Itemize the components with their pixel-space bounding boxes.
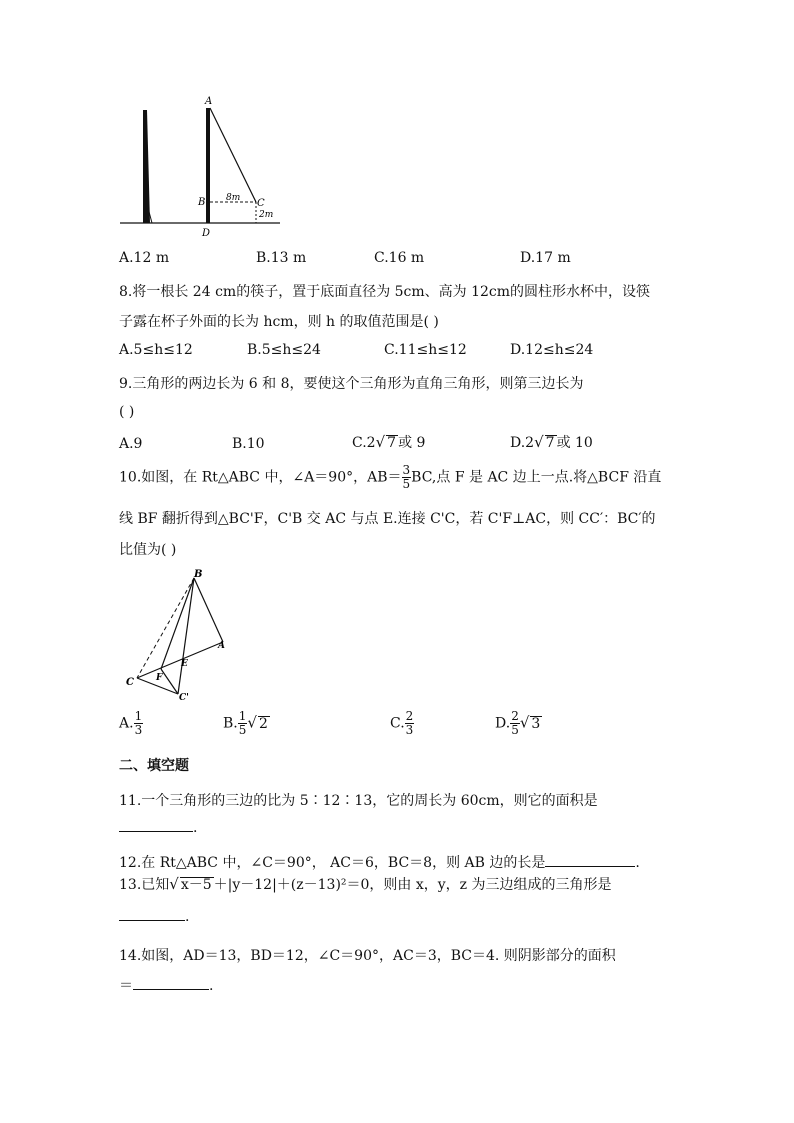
q9-line1: 9.三角形的两边长为 6 和 8，要使这个三角形为直角三角形，则第三边长为 xyxy=(119,376,584,392)
q8-option-b: B.5≤h≤24 xyxy=(247,342,321,358)
q14-line2: ＝ . xyxy=(119,978,214,994)
q11-answer-blank[interactable] xyxy=(119,831,193,832)
label-b: B xyxy=(198,197,206,208)
slant-line-ac xyxy=(210,108,256,202)
label-a: A xyxy=(205,96,213,107)
q8-option-d: D.12≤h≤24 xyxy=(510,342,594,358)
q9-option-b: B.10 xyxy=(232,436,265,452)
q12-line: 12.在 Rt△ABC 中，∠C＝90°， AC＝6，BC＝8，则 AB 边的长是 . xyxy=(119,855,640,871)
label-c: C xyxy=(257,198,265,209)
q8-option-a: A.5≤h≤12 xyxy=(119,342,193,358)
tree-figure xyxy=(110,90,290,240)
q9-option-d: D.2√ 7 或 10 xyxy=(510,433,593,451)
q11-line2: . xyxy=(119,820,197,836)
section-heading-fill-blank: 二、填空题 xyxy=(119,758,189,774)
fig2-label-b: B xyxy=(194,569,203,580)
short-pole xyxy=(143,110,150,223)
q10-option-d: D. $\frac{2}{5}$ √ 3 xyxy=(495,709,541,737)
fig2-label-f: F xyxy=(156,673,163,683)
label-8m: 8m xyxy=(226,193,241,203)
q10-line2: 线 BF 翻折得到△BC'F，C'B 交 AC 与点 E.连接 C'C，若 C'F⊥AC，则 CC′：BC′的 xyxy=(119,511,656,527)
q7-option-a: A.12 m xyxy=(119,250,170,266)
q14-answer-blank[interactable] xyxy=(133,989,209,990)
q13-line2: . xyxy=(119,909,189,925)
fig2-label-a: A xyxy=(218,641,225,651)
q8-option-c: C.11≤h≤12 xyxy=(384,342,467,358)
label-d: D xyxy=(202,228,211,239)
q10-line3: 比值为( ) xyxy=(119,542,177,558)
q7-option-b: B.13 m xyxy=(256,250,307,266)
q11-line1: 11.一个三角形的三边的比为 5∶12∶13，它的周长为 60cm，则它的面积是 xyxy=(119,793,598,809)
q12-answer-blank[interactable] xyxy=(545,866,635,867)
q8-line2: 子露在杯子外面的长为 hcm，则 h 的取值范围是( ) xyxy=(119,314,439,330)
fig2-label-c-prime: C' xyxy=(179,693,189,703)
q9-option-c: C.2√ 7 或 9 xyxy=(352,433,426,451)
fig2-label-c: C xyxy=(126,677,134,688)
q7-option-c: C.16 m xyxy=(374,250,425,266)
q8-line1: 8.将一根长 24 cm的筷子，置于底面直径为 5cm、高为 12cm的圆柱形水杯中，设筷 xyxy=(119,284,651,300)
q10-option-b: B. $\frac{1}{5}$ √ 2 xyxy=(223,709,268,737)
q10-line1: 10.如图，在 Rt△ABC 中，∠A＝90°，AB＝ $\frac{3}{5}$ BC,点 F 是 AC 边上一点.将△BCF 沿直 xyxy=(119,463,662,491)
q10-option-c: C. $\frac{2}{3}$ xyxy=(390,709,414,737)
label-2m: 2m xyxy=(259,210,274,220)
q13-line1: 13.已知√ x－5 ＋|y－12|＋(z－13)²＝0，则由 x，y，z 为三边组成的三角形是 xyxy=(119,875,612,893)
fig2-label-e: E xyxy=(181,659,188,669)
tall-pole xyxy=(206,108,210,223)
q13-answer-blank[interactable] xyxy=(119,920,185,921)
q9-line2: ( ) xyxy=(119,404,135,420)
q14-line1: 14.如图，AD＝13，BD＝12，∠C＝90°，AC＝3，BC＝4. 则阴影部分的面积 xyxy=(119,948,616,964)
q7-option-d: D.17 m xyxy=(520,250,571,266)
q10-option-a: A. $\frac{1}{3}$ xyxy=(119,709,143,737)
fold-triangle-figure xyxy=(118,566,238,706)
q9-option-a: A.9 xyxy=(119,436,143,452)
